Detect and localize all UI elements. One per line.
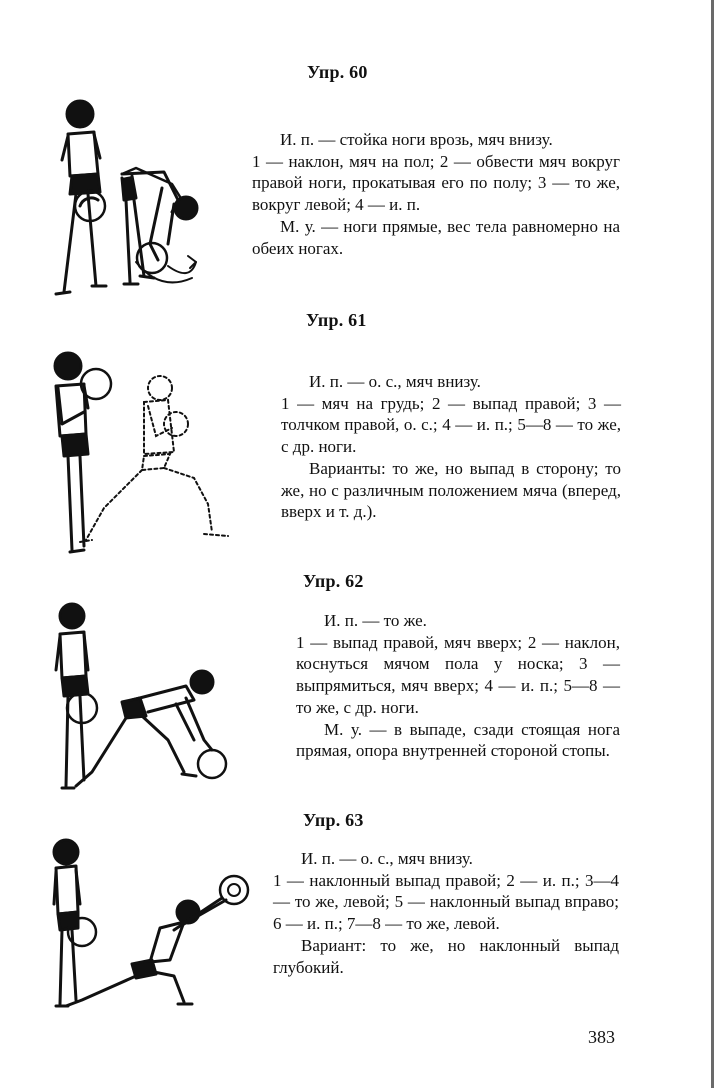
exercise-62-start-position: И. п. — то же. <box>324 611 427 630</box>
exercise-62-steps: 1 — выпад правой, мяч вверх; 2 — наклон, коснуться мячом пола у носка; 3 — выпрямиться, мяч вверх; 4 — и. п.; 5—8 — то же, с др. ноги. <box>296 632 620 717</box>
exercise-61-figure <box>44 344 244 556</box>
exercise-60-figure <box>40 96 220 301</box>
exercise-62-figure <box>44 600 240 796</box>
exercise-60-title: Упр. 60 <box>307 62 368 82</box>
exercise-63-steps: 1 — наклонный выпад правой; 2 — и. п.; 3—4 — то же, левой; 5 — наклонный выпад вправо; 6 — и. п.; 7—8 — то же, левой. <box>273 870 619 934</box>
exercise-60-text <box>252 129 620 259</box>
exercise-63-start-position: И. п. — о. с., мяч внизу. <box>301 849 473 868</box>
exercise-62-instructions: М. у. — в выпаде, сзади стоящая нога прямая, опора внутренней стороной стопы. <box>296 719 620 761</box>
exercise-63-variant: Вариант: то же, но наклонный выпад глубокий. <box>273 935 619 977</box>
exercise-62-text <box>296 610 620 762</box>
page-number: 383 <box>588 1027 615 1047</box>
exercise-61-start-position: И. п. — о. с., мяч внизу. <box>309 372 481 391</box>
exercise-63-text <box>273 848 619 978</box>
exercise-60-instructions: М. у. — ноги прямые, вес тела равномерно на обеих ногах. <box>252 216 620 258</box>
exercise-60-start-position: И. п. — стойка ноги врозь, мяч внизу. <box>280 130 553 149</box>
exercise-63-figure <box>42 836 252 1014</box>
exercise-60-steps: 1 — наклон, мяч на пол; 2 — обвести мяч вокруг правой ноги, прокатывая его по полу; 3 — то же, вокруг левой; 4 — и. п. <box>252 151 620 215</box>
exercise-63-title: Упр. 63 <box>303 810 364 830</box>
exercise-61-steps: 1 — мяч на грудь; 2 — выпад правой; 3 — толчком правой, о. с.; 4 — и. п.; 5—8 — то же, с др. ноги. <box>281 393 621 457</box>
exercise-61-title: Упр. 61 <box>306 310 367 330</box>
exercise-61-text <box>281 371 621 523</box>
exercise-62-title: Упр. 62 <box>303 571 364 591</box>
exercise-61-variants: Варианты: то же, но выпад в сторону; то же, но с различным положением мяча (вперед, вверх и т. д.). <box>281 458 621 522</box>
